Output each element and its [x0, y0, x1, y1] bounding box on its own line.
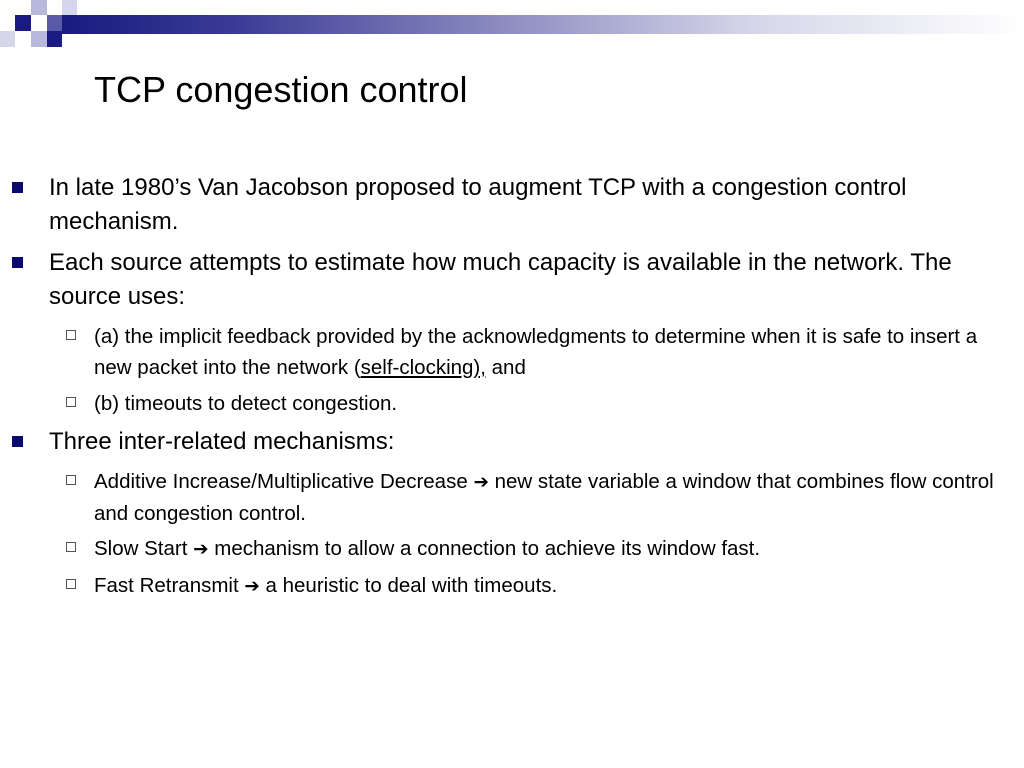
- mechanism-term: Additive Increase/Multiplicative Decrease: [94, 470, 468, 493]
- bullet-item: [49, 425, 999, 459]
- hollow-square-bullet-icon: [66, 475, 76, 485]
- mechanism-term: Slow Start: [94, 537, 188, 560]
- hollow-square-bullet-icon: [66, 330, 76, 340]
- mechanism-description: new state variable a window that combines flow control and congestion control.: [94, 470, 994, 525]
- sub-bullet-text-end: and: [485, 356, 526, 379]
- sub-bullet-item: [94, 466, 994, 529]
- header-square: [62, 0, 77, 15]
- header-square: [15, 15, 31, 31]
- bullet-text: In late 1980’s Van Jacobson proposed to augment TCP with a congestion control mechanism.: [49, 174, 907, 235]
- header-gradient-bar: [62, 15, 1024, 34]
- sub-bullet-item: [94, 321, 994, 383]
- mechanism-description: a heuristic to deal with timeouts.: [259, 574, 558, 597]
- mechanism-description: mechanism to allow a connection to achieve its window fast.: [208, 537, 761, 560]
- right-arrow-icon: ➔: [473, 472, 489, 493]
- self-clocking-term: self-clocking),: [360, 356, 486, 379]
- right-arrow-icon: ➔: [244, 576, 260, 597]
- header-square: [31, 0, 47, 15]
- bullet-text: Each source attempts to estimate how much capacity is available in the network. The source uses:: [49, 249, 952, 310]
- header-square: [31, 31, 47, 47]
- bullet-text: Three inter-related mechanisms:: [49, 428, 395, 455]
- sub-bullet-text: (a) the implicit feedback provided by the acknowledgments to determine when it is safe to insert a new packet into the network (: [94, 325, 978, 379]
- bullet-item: [49, 171, 999, 239]
- sub-bullet-item: [94, 570, 994, 602]
- slide-title: TCP congestion control: [94, 69, 468, 110]
- mechanism-term: Fast Retransmit: [94, 574, 239, 597]
- square-bullet-icon: [12, 436, 23, 447]
- sub-bullet-text: (b) timeouts to detect congestion.: [94, 392, 398, 415]
- header-square: [0, 31, 15, 47]
- sub-bullet-item: [94, 388, 994, 419]
- hollow-square-bullet-icon: [66, 579, 76, 589]
- square-bullet-icon: [12, 182, 23, 193]
- header-square: [47, 31, 62, 47]
- hollow-square-bullet-icon: [66, 542, 76, 552]
- right-arrow-icon: ➔: [193, 539, 209, 560]
- sub-bullet-item: [94, 533, 994, 565]
- hollow-square-bullet-icon: [66, 397, 76, 407]
- bullet-item: [49, 246, 999, 314]
- header-square: [47, 15, 62, 31]
- square-bullet-icon: [12, 257, 23, 268]
